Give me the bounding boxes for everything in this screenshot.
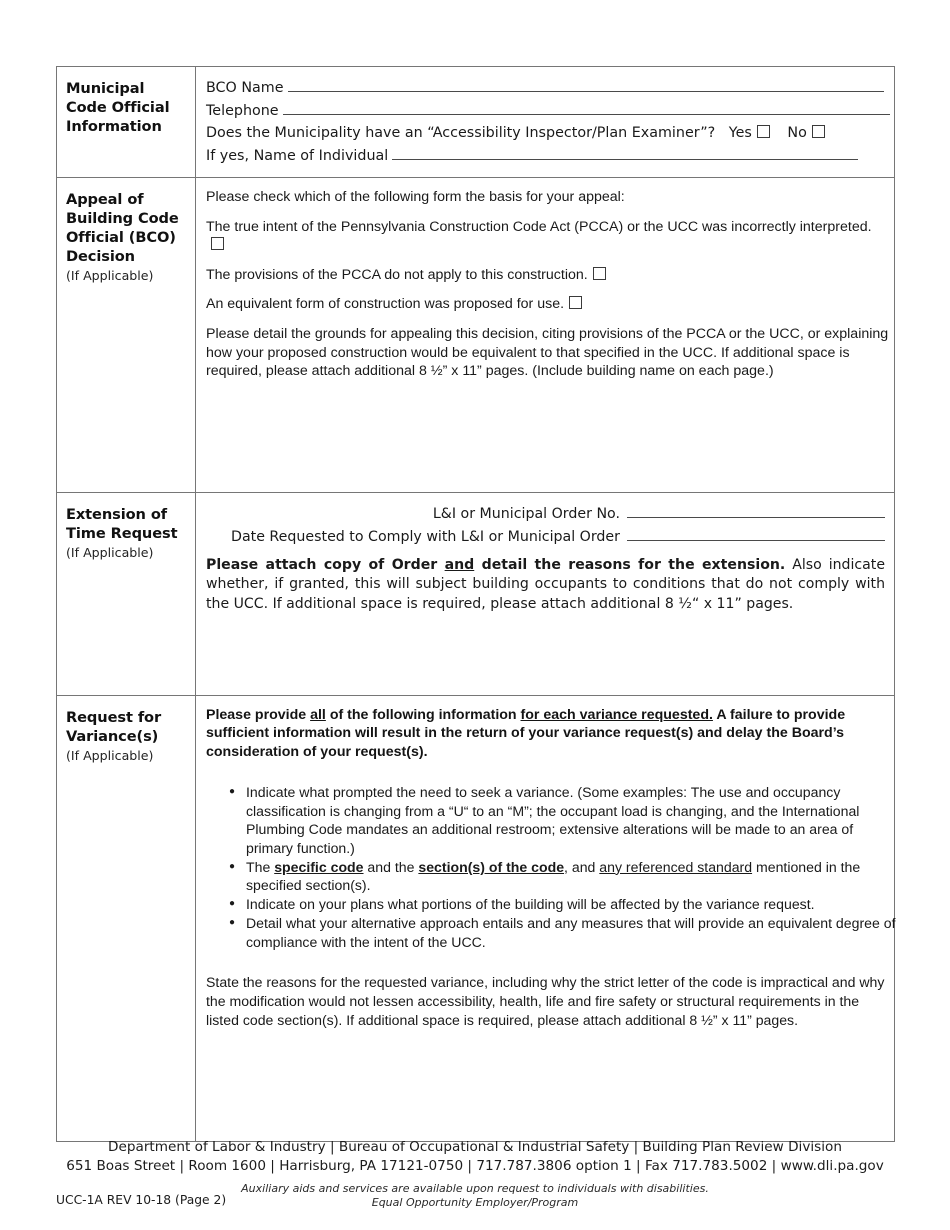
footer-address-line: 651 Boas Street | Room 1600 | Harrisburg, PA 17121-0750 | 717.787.3806 option 1 | Fax 717.783.5002 | www.dli.pa.gov — [66, 1158, 884, 1174]
extension-section-subtitle: (If Applicable) — [66, 544, 154, 560]
variance-bullet-2-bold1: specific code — [274, 858, 364, 875]
variance-heading-text — [206, 706, 886, 762]
extension-bold-part1: Please attach copy of Order — [206, 556, 445, 573]
accessibility-question-row — [206, 122, 885, 145]
appeal-body-cell — [196, 178, 895, 493]
bco-name-row — [206, 77, 885, 100]
variance-section-title: Request for Variance(s) — [66, 708, 162, 745]
variance-bullet-2-mid2: , and — [564, 858, 600, 875]
ucc-1a-form-table — [56, 66, 895, 1142]
variance-bullet-2-pre: The — [246, 858, 275, 875]
footer-auxiliary-aids-note: Auxiliary aids and services are available upon request to individuals with disabilities. — [241, 1182, 709, 1195]
section-row-variance — [57, 695, 895, 1141]
order-no-row — [206, 503, 885, 526]
appeal-option-1 — [206, 218, 885, 255]
date-requested-input-rule[interactable] — [627, 527, 885, 541]
appeal-section-subtitle: (If Applicable) — [66, 268, 154, 283]
variance-write-in-area[interactable] — [206, 1029, 885, 1129]
if-yes-label: If yes, Name of Individual — [206, 147, 389, 164]
list-item — [246, 783, 896, 858]
appeal-detail-instructions: Please detail the grounds for appealing this decision, citing provisions of the PCCA or the UCC, or explaining how your proposed construction would be equivalent to that specified in the UCC. If additional space is required, please attach additional 8 ½” x 11” pages. (Include building name on each page.) — [206, 325, 889, 380]
variance-head-part1: Please provide — [206, 706, 311, 723]
section-row-extension — [57, 492, 895, 695]
appeal-option-3-text: An equivalent form of construction was proposed for use. — [206, 296, 565, 313]
variance-head-part2: of the following information — [325, 706, 521, 723]
extension-rest-text: Also indicate whether, if granted, this will subject building occupants to conditions that do not comply with the UCC. If additional space is required, please attach additional 8 ½“ x 11” pages. — [206, 556, 885, 612]
bco-name-label: BCO Name — [206, 80, 284, 96]
list-item — [246, 895, 906, 914]
section-row-municipal — [57, 67, 895, 178]
section-row-appeal — [57, 178, 895, 493]
variance-tail-instructions: State the reasons for the requested variance, including why the strict letter of the code is impractical and why the modification would not lessen accessibility, health, life and fire safety or structural requirements in the listed code section(s). If additional space is required, please attach additional 8 ½” x 11” pages. — [206, 974, 885, 1028]
appeal-intro-text: Please check which of the following form the basis for your appeal: — [206, 189, 625, 205]
variance-bullet-4-text: Detail what your alternative approach entails and any measures that will provide an equivalent degree of compliance with the intent of the UCC. — [246, 914, 896, 950]
variance-body-cell — [196, 695, 895, 1141]
appeal-section-title: Appeal of Building Code Official (BCO) Decision — [66, 191, 179, 265]
list-item — [246, 914, 896, 951]
date-requested-label: Date Requested to Comply with L&I or Municipal Order — [231, 528, 620, 545]
accessibility-no-checkbox[interactable] — [812, 125, 825, 138]
variance-section-subtitle: (If Applicable) — [66, 747, 154, 763]
bco-name-input-rule[interactable] — [288, 78, 884, 92]
variance-bullet-1-text: Indicate what prompted the need to seek a variance. (Some examples: The use and occupancy classification is changing from a “U“ to an “M”; the occupant load is changing, and the International Plumbing Code mandates an additional restroom; extensive alterations will be made to an area of primary function.) — [246, 783, 860, 857]
footer-department-line: Department of Labor & Industry | Bureau of Occupational & Industrial Safety | Building Plan Review Division — [108, 1139, 842, 1155]
order-no-input-rule[interactable] — [627, 504, 885, 518]
variance-bullet-3-text: Indicate on your plans what portions of the building will be affected by the variance request. — [246, 896, 815, 913]
appeal-option-2-checkbox[interactable] — [593, 267, 606, 280]
variance-bullet-2-mid1: and the — [363, 858, 419, 875]
appeal-write-in-area[interactable] — [206, 392, 885, 482]
footer-equal-opportunity-note: Equal Opportunity Employer/Program — [371, 1196, 579, 1209]
municipal-section-title: Municipal Code Official Information — [66, 80, 170, 135]
extension-write-in-area[interactable] — [206, 615, 885, 685]
variance-bullet-2-under1: any referenced standard — [599, 858, 753, 875]
no-label: No — [787, 125, 807, 141]
telephone-label: Telephone — [206, 102, 279, 119]
form-revision-code: UCC-1A REV 10-18 (Page 2) — [56, 1193, 227, 1207]
variance-requirements-list — [206, 783, 896, 951]
extension-section-title: Extension of Time Request — [66, 505, 178, 542]
variance-bullet-2-bold2: section(s) of the code — [418, 858, 565, 875]
date-requested-row — [206, 526, 885, 549]
appeal-option-2-text: The provisions of the PCCA do not apply to this construction. — [206, 266, 588, 283]
appeal-label-cell — [57, 178, 196, 493]
extension-instructions — [206, 556, 885, 615]
extension-label-cell — [57, 492, 196, 695]
extension-body-cell — [196, 492, 895, 695]
variance-bullet-2-post: mentioned in the specified section(s). — [246, 858, 861, 894]
if-yes-name-row — [206, 145, 885, 168]
municipal-body-cell — [196, 67, 895, 178]
if-yes-input-rule[interactable] — [392, 146, 858, 160]
variance-head-each: for each variance requested. — [520, 706, 713, 723]
variance-head-all: all — [310, 706, 326, 723]
telephone-row — [206, 100, 885, 123]
telephone-input-rule[interactable] — [283, 101, 890, 115]
list-item — [246, 858, 896, 895]
accessibility-question-label: Does the Municipality have an “Accessibility Inspector/Plan Examiner”? — [206, 125, 716, 141]
order-no-label: L&I or Municipal Order No. — [432, 505, 620, 522]
municipal-label-cell — [57, 67, 196, 178]
accessibility-yes-checkbox[interactable] — [757, 125, 770, 138]
variance-label-cell — [57, 695, 196, 1141]
extension-bold-part2: detail the reasons for the extension. — [474, 556, 786, 573]
yes-label: Yes — [728, 125, 752, 141]
appeal-option-3 — [206, 295, 885, 314]
extension-bold-and: and — [444, 556, 475, 573]
appeal-option-2 — [206, 266, 885, 285]
appeal-option-1-checkbox[interactable] — [211, 237, 224, 250]
appeal-option-3-checkbox[interactable] — [569, 296, 582, 309]
variance-head-part3: A failure to provide sufficient information will result in the return of your variance request(s) and delay the Board’s consideration of your request(s). — [206, 706, 846, 761]
appeal-option-1-text: The true intent of the Pennsylvania Construction Code Act (PCCA) or the UCC was incorrectly interpreted. — [206, 218, 872, 235]
